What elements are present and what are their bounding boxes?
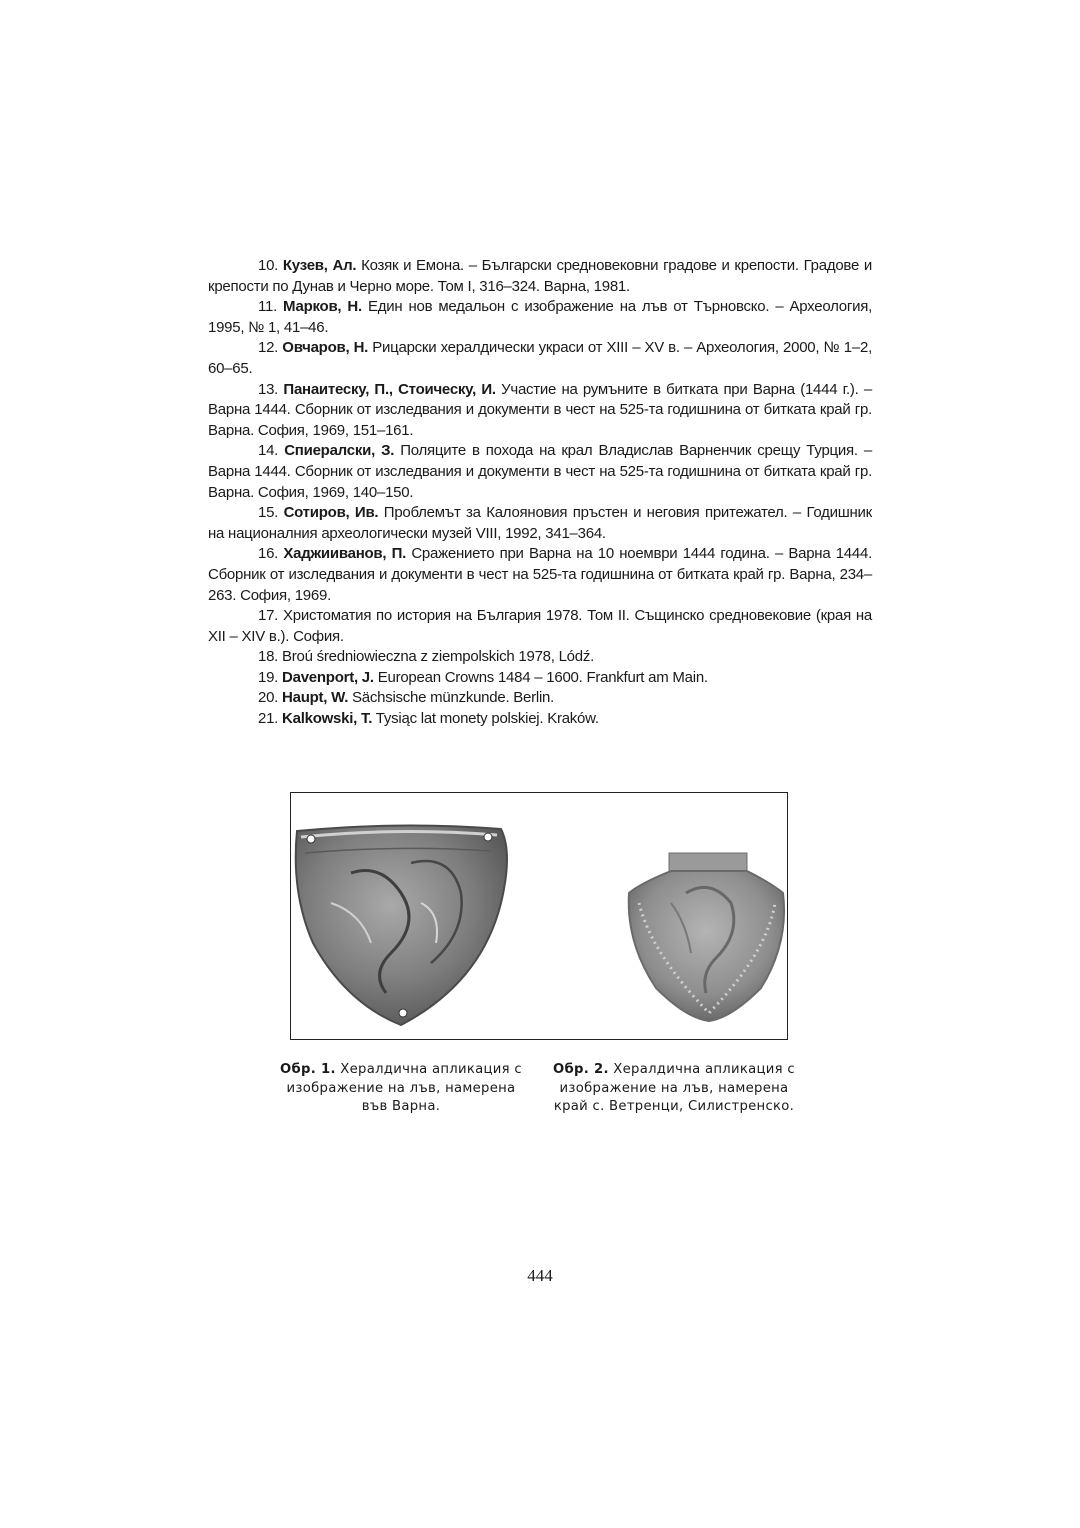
figure-label: Обр. 2. [553, 1062, 609, 1077]
reference-author: Кузев, Ал. [282, 257, 357, 274]
reference-author: Haupt, W. [282, 689, 349, 707]
reference-author: Спиералски, З. [284, 442, 395, 460]
figure-caption [276, 1061, 526, 1117]
reference-author: Сотиров, Ив. [283, 504, 379, 522]
reference-item: 12. Овчаров, Н. Рицарски хералдически украси от XIII – XV в. – Археология, 2000, № 1–2, 60–65. [208, 339, 872, 377]
figure-caption [549, 1061, 799, 1117]
reference-author: Davenport, J. [282, 668, 374, 686]
reference-item: 19. Davenport, J. European Crowns 1484 – 1600. Frankfurt am Main. [258, 668, 708, 686]
reference-author: Марков, Н. [283, 298, 362, 316]
figure-caption-text: Хералдична апликация с изображение на лъв, намерена във Варна. [286, 1062, 522, 1115]
reference-item: 15. Сотиров, Ив. Проблемът за Калояновия пръстен и неговия притежател. – Годишник на националния археологически музей VIII, 1992, 341–364. [208, 504, 872, 542]
reference-author: Овчаров, Н. [282, 339, 369, 357]
reference-item: 10. Кузев, Ал. Козяк и Емона. – Български средновековни градове и крепости. Градове и крепости по Дунав и Черно море. Том I, 316–324. Варна, 1981. [208, 257, 872, 295]
artifact-photos [291, 793, 789, 1041]
page-number: 444 [527, 1266, 553, 1285]
references-list [208, 256, 872, 730]
figure-caption-text: Хералдична апликация с изображение на лъв, намерена край с. Ветренци, Силистренско. [553, 1062, 795, 1115]
shield-appliqué-varna [296, 825, 507, 1025]
reference-item: 17. Христоматия по история на България 1978. Том II. Същинско средновековие (края на XII – XIV в.). София. [208, 607, 872, 645]
reference-item: 21. Kalkowski, T. Tysiąc lat monety polskiej. Kraków. [258, 710, 599, 728]
reference-item: 11. Марков, Н. Един нов медальон с изображение на лъв от Търновско. – Археология, 1995, № 1, 41–46. [208, 298, 872, 336]
reference-author: Панаитеску, П., Стоическу, И. [283, 380, 496, 398]
reference-item: 13. Панаитеску, П., Стоическу, И. Участие на румъните в битката при Варна (1444 г.). – Варна 1444. Сборник от изследвания и документи в чест на 525-та годишнина от битката край гр. Варна. София, 1969, 151–161. [208, 380, 872, 439]
reference-item: 18. Broú średniowieczna z ziempolskich 1978, Lódź. [258, 648, 595, 666]
figure-label: Обр. 1. [280, 1062, 336, 1077]
figure-frame [290, 792, 788, 1040]
reference-author: Kalkowski, T. [282, 710, 373, 728]
reference-item: 20. Haupt, W. Sächsische münzkunde. Berlin. [258, 689, 555, 707]
reference-author: Хаджииванов, П. [283, 545, 407, 563]
reference-item: 16. Хаджииванов, П. Сражението при Варна на 10 ноември 1444 година. – Варна 1444. Сборник от изследвания и документи в чест на 525-та годишнина от битката край гр. Варна, 234–263. София, 1969. [208, 545, 872, 604]
shield-appliqué-vetrentsi [629, 853, 784, 1021]
reference-item: 14. Спиералски, З. Поляците в похода на крал Владислав Варненчик срещу Турция. – Варна 1444. Сборник от изследвания и документи в чест на 525-та годишнина от битката край гр. Варна. София, 1969, 140–150. [208, 442, 872, 501]
